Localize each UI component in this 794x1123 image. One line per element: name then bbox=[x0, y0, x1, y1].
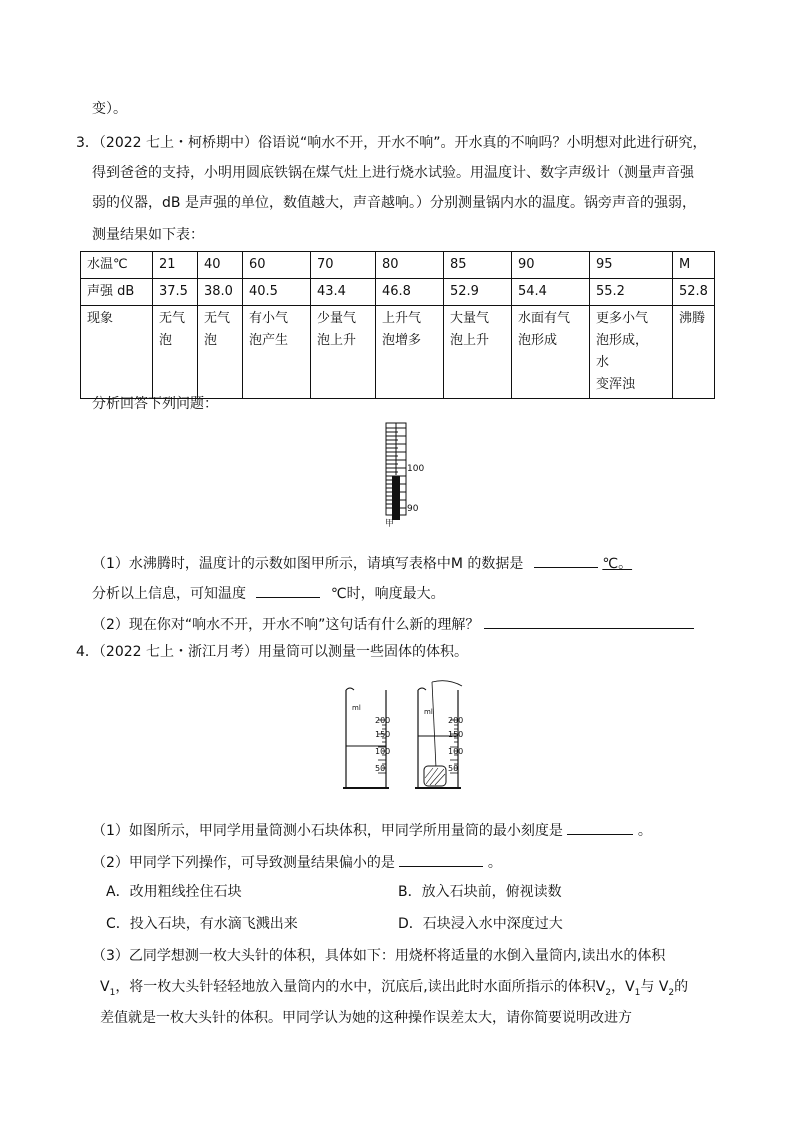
q3-sub2 bbox=[92, 612, 694, 635]
answer-blank-min-scale[interactable] bbox=[567, 818, 633, 835]
cylinder-left-mark-150: 150 bbox=[375, 730, 391, 739]
v2-subscript: 2 bbox=[605, 987, 612, 998]
q4-sub1 bbox=[92, 818, 652, 841]
q3-data-table bbox=[80, 251, 715, 399]
option-b[interactable]: B．放入石块前，俯视读数 bbox=[398, 884, 562, 900]
q3-header-line2: 得到爸爸的支持，小明用圆底铁锅在煤气灶上进行烧水试验。用温度计、数字声级计（测量声音强 bbox=[92, 165, 694, 181]
table-cell: 46.8 bbox=[376, 279, 444, 306]
v1-symbol: V bbox=[100, 979, 110, 995]
cylinder-right bbox=[415, 681, 463, 788]
table-row-sound-intensity bbox=[81, 279, 715, 306]
cylinder-right-mark-50: 50 bbox=[448, 764, 459, 773]
figure-caption-jia: 甲 bbox=[385, 519, 395, 529]
option-c[interactable]: C．投入石块，有水滴飞溅出来 bbox=[106, 916, 298, 932]
thermometer-label-100: 100 bbox=[407, 464, 425, 474]
q3-analysis-prompt: 分析回答下列问题： bbox=[92, 396, 218, 412]
table-cell: M bbox=[673, 252, 715, 279]
q4-sub1-end: 。 bbox=[637, 823, 652, 839]
q3-sub1b-pre: 分析以上信息，可知温度 bbox=[92, 586, 246, 602]
q4-sub3-line1: （3）乙同学想测一枚大头针的体积，具体如下：用烧杯将适量的水倒入量筒内,读出水的体积 bbox=[92, 948, 666, 964]
table-cell: 有小气 泡产生 bbox=[243, 306, 311, 399]
answer-blank-max-temp[interactable] bbox=[256, 581, 320, 598]
table-cell: 声强 dB bbox=[81, 279, 153, 306]
q3-sub1b-post: ℃时，响度最大。 bbox=[330, 586, 445, 602]
q3-sub1b bbox=[92, 581, 445, 604]
table-cell: 水温℃ bbox=[81, 252, 153, 279]
table-cell: 无气 泡 bbox=[153, 306, 198, 399]
cylinder-left-mark-200: 200 bbox=[375, 716, 391, 725]
q4-sub3-line2 bbox=[100, 977, 688, 1003]
option-d[interactable]: D．石块浸入水中深度过大 bbox=[398, 916, 563, 932]
cylinder-left-mark-100: 100 bbox=[375, 747, 391, 756]
table-cell: 52.8 bbox=[673, 279, 715, 306]
q4-sub3-line2-sep: ，V bbox=[611, 979, 635, 995]
cylinder-right-mark-100: 100 bbox=[448, 747, 464, 756]
table-cell: 大量气 泡上升 bbox=[444, 306, 512, 399]
table-cell: 40 bbox=[198, 252, 243, 279]
q3-header-line4: 测量结果如下表： bbox=[92, 227, 204, 243]
answer-blank-m[interactable] bbox=[534, 551, 598, 568]
cylinder-left-unit: ml bbox=[352, 704, 361, 712]
cylinder-right-mark-150: 150 bbox=[448, 730, 464, 739]
q4-sub1-text: （1）如图所示，甲同学用量筒测小石块体积，甲同学所用量筒的最小刻度是 bbox=[92, 823, 563, 839]
answer-blank-option[interactable] bbox=[399, 850, 483, 867]
stone bbox=[424, 766, 446, 786]
v2-subscript-2: 2 bbox=[668, 987, 675, 998]
table-cell: 90 bbox=[512, 252, 590, 279]
table-row-temperature bbox=[81, 252, 715, 279]
q3-header-line3: 弱的仪器，dB 是声强的单位，数值越大，声音越响。）分别测量锅内水的温度。锅旁声音的强弱， bbox=[92, 195, 696, 211]
table-cell: 95 bbox=[590, 252, 673, 279]
v1-subscript: 1 bbox=[109, 987, 116, 998]
table-cell: 85 bbox=[444, 252, 512, 279]
thermometer-figure bbox=[370, 420, 430, 530]
table-cell: 60 bbox=[243, 252, 311, 279]
q3-sub1-text: （1）水沸腾时，温度计的示数如图甲所示，请填写表格中M 的数据是 bbox=[92, 556, 524, 572]
graduated-cylinders-figure bbox=[338, 680, 468, 800]
q4-sub2-end: 。 bbox=[487, 855, 502, 871]
cylinder-left-mark-50: 50 bbox=[375, 764, 386, 773]
table-cell: 无气 泡 bbox=[198, 306, 243, 399]
q4-sub3-line2-end: 的 bbox=[674, 979, 689, 995]
q4-header: 4．（2022 七上・浙江月考）用量筒可以测量一些固体的体积。 bbox=[76, 644, 468, 660]
q4-sub3-line3: 差值就是一枚大头针的体积。甲同学认为她的这种操作误差太大，请你简要说明改进方 bbox=[100, 1010, 632, 1026]
table-cell: 37.5 bbox=[153, 279, 198, 306]
cylinder-right-mark-200: 200 bbox=[448, 716, 464, 725]
table-cell: 上升气 泡增多 bbox=[376, 306, 444, 399]
q3-sub2-text: （2）现在你对“响水不开，开水不响”这句话有什么新的理解？ bbox=[92, 617, 480, 633]
q3-sub1-unit: ℃。 bbox=[602, 556, 633, 572]
answer-blank-understanding[interactable] bbox=[484, 612, 694, 629]
q4-sub2-text: （2）甲同学下列操作，可导致测量结果偏小的是 bbox=[92, 855, 395, 871]
table-cell: 沸腾 bbox=[673, 306, 715, 399]
table-cell: 少量气 泡上升 bbox=[311, 306, 376, 399]
q4-sub3-line2-and: 与 V bbox=[640, 979, 669, 995]
thermometer-label-90: 90 bbox=[407, 504, 419, 514]
table-cell: 水面有气 泡形成 bbox=[512, 306, 590, 399]
table-cell: 现象 bbox=[81, 306, 153, 399]
cylinder-left bbox=[343, 688, 390, 788]
q4-sub3-line2-mid: ，将一枚大头针轻轻地放入量筒内的水中，沉底后,读出此时水面所指示的体积V bbox=[115, 979, 606, 995]
table-cell: 70 bbox=[311, 252, 376, 279]
q4-sub2 bbox=[92, 850, 502, 873]
table-cell: 更多小气 泡形成， 水 变浑浊 bbox=[590, 306, 673, 399]
table-cell: 54.4 bbox=[512, 279, 590, 306]
string bbox=[432, 681, 462, 686]
option-a[interactable]: A．改用粗线拴住石块 bbox=[106, 884, 242, 900]
table-cell: 43.4 bbox=[311, 279, 376, 306]
table-row-phenomenon bbox=[81, 306, 715, 399]
q3-sub1 bbox=[92, 551, 632, 574]
table-cell: 55.2 bbox=[590, 279, 673, 306]
previous-question-tail: 变）。 bbox=[92, 101, 127, 117]
q3-header-line1: 3．（2022 七上・柯桥期中）俗语说“响水不开，开水不响”。开水真的不响吗？小明想对此进行研究， bbox=[76, 135, 707, 151]
table-cell: 52.9 bbox=[444, 279, 512, 306]
table-cell: 38.0 bbox=[198, 279, 243, 306]
cylinder-right-unit: ml bbox=[424, 708, 433, 716]
v1-subscript-2: 1 bbox=[634, 987, 641, 998]
table-cell: 21 bbox=[153, 252, 198, 279]
table-cell: 40.5 bbox=[243, 279, 311, 306]
mercury-column bbox=[392, 476, 400, 520]
table-cell: 80 bbox=[376, 252, 444, 279]
